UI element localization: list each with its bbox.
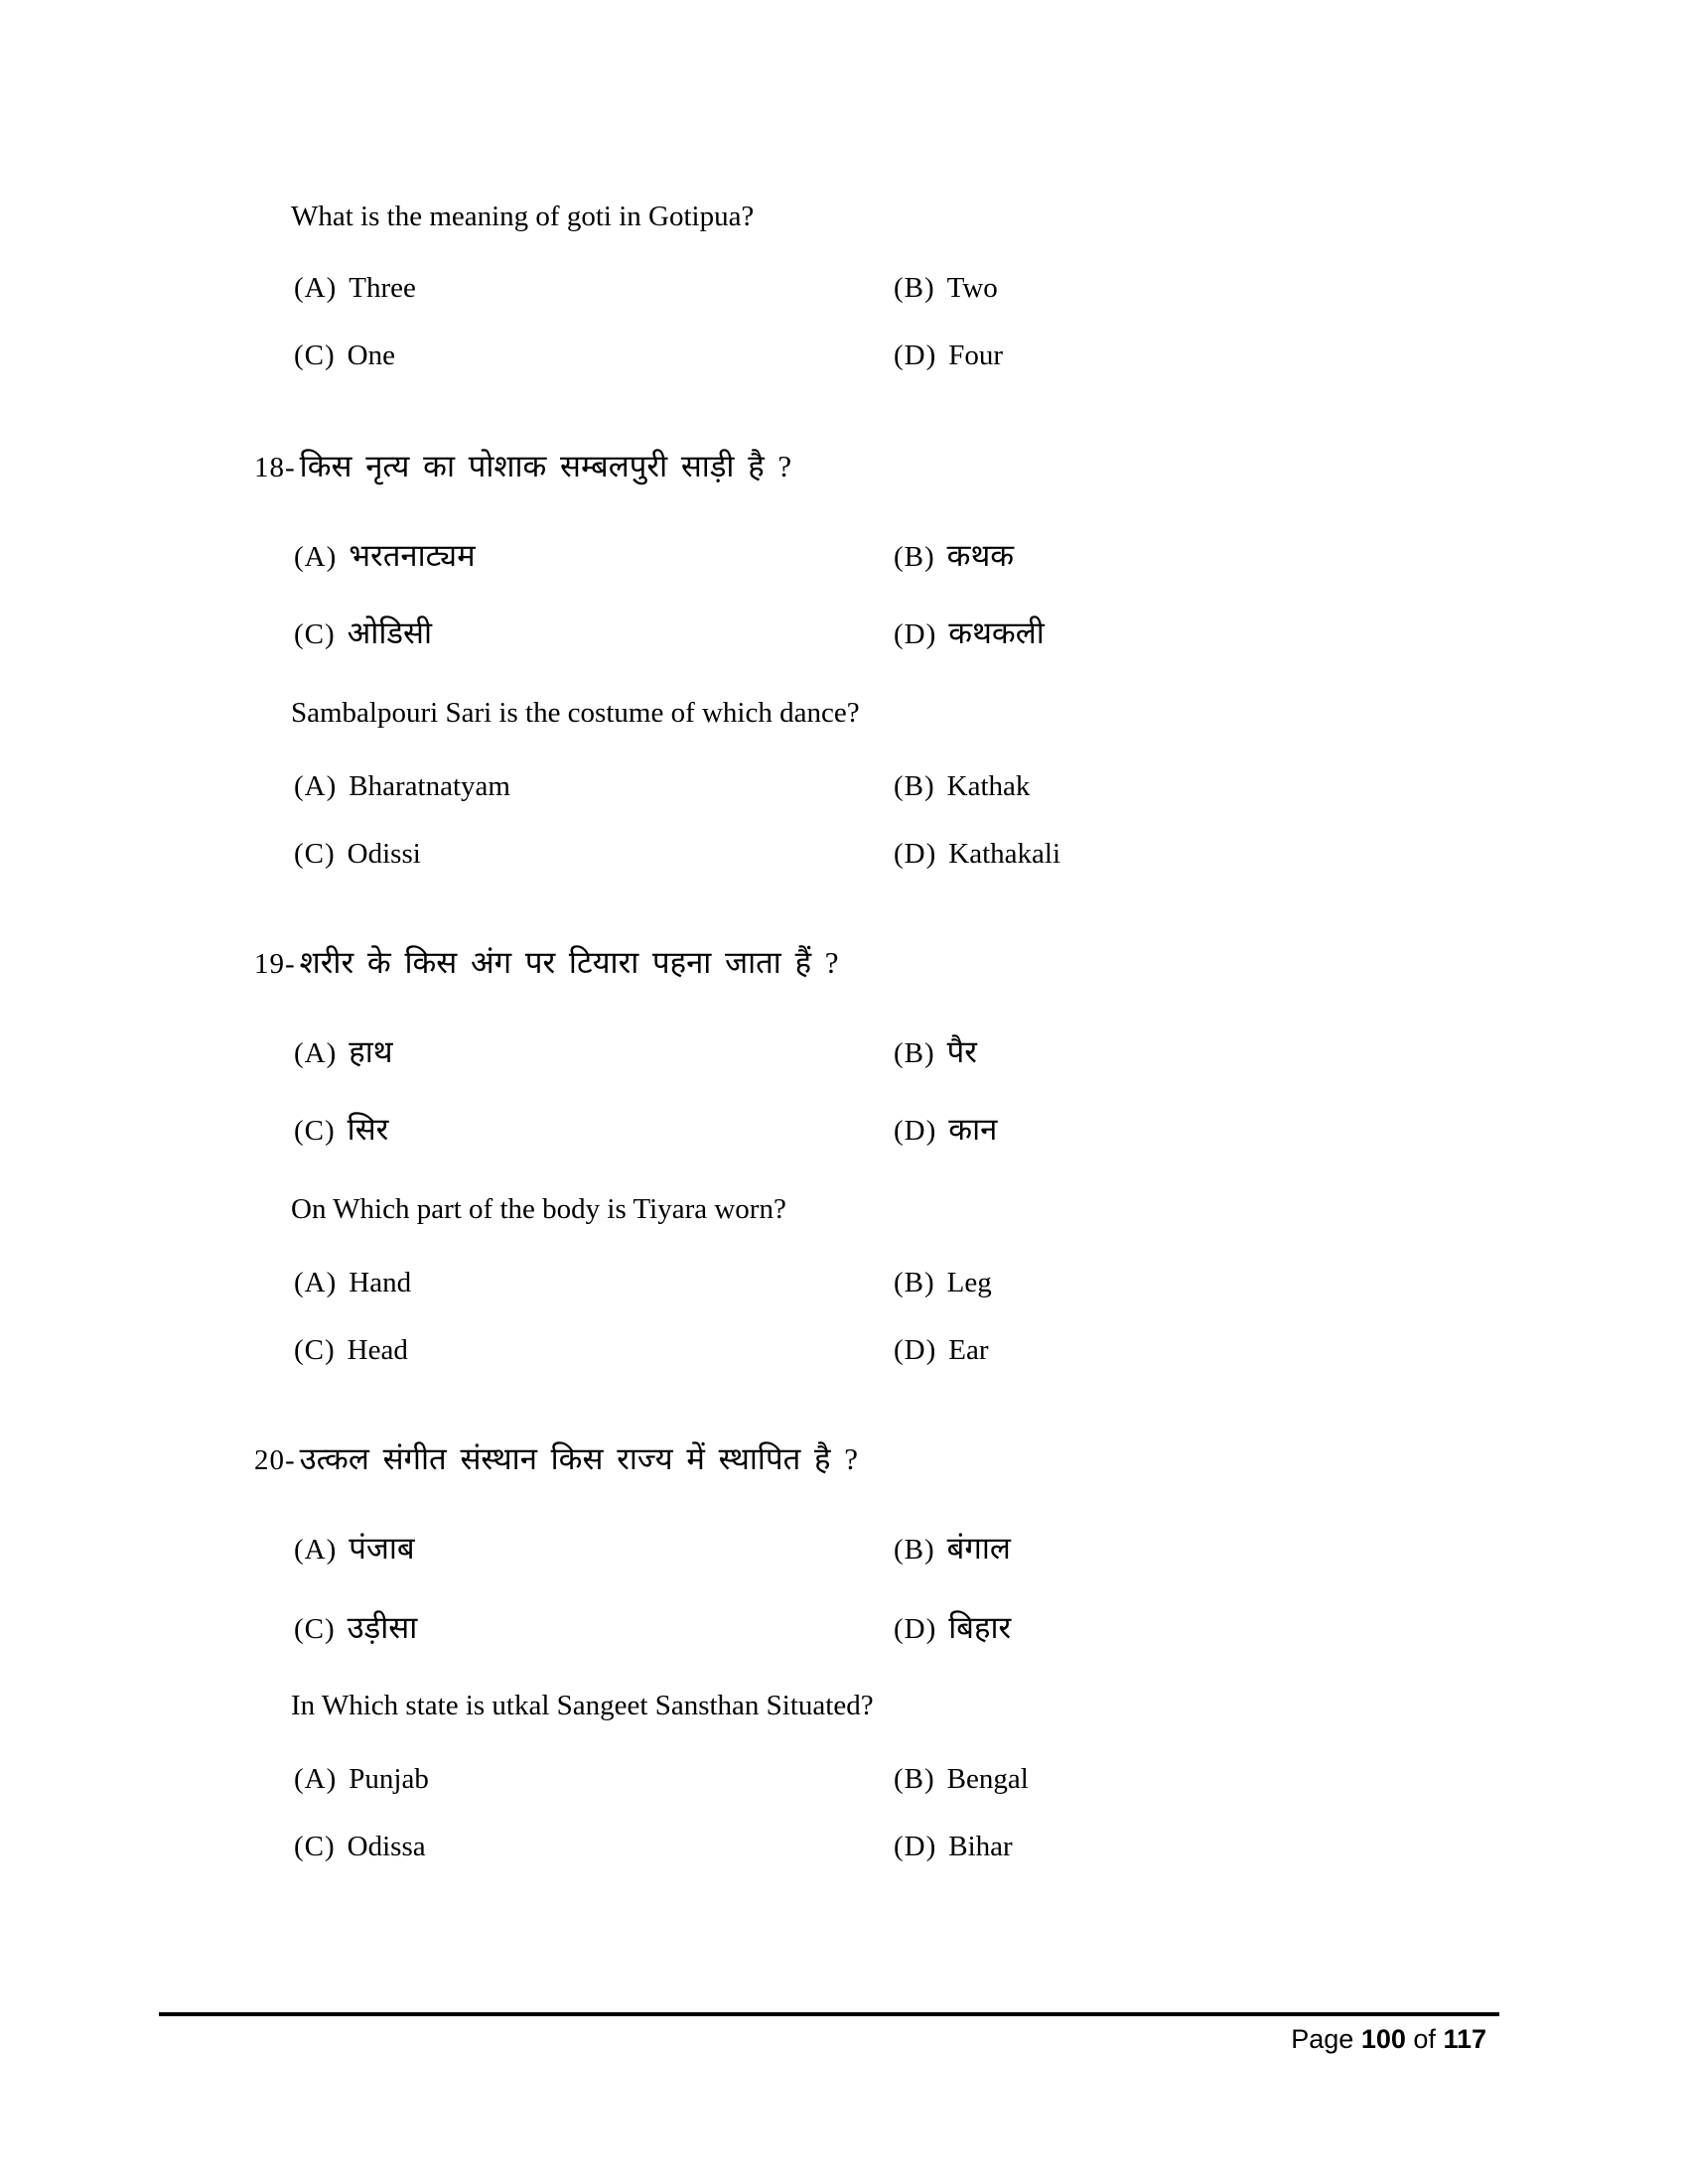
option-c bbox=[294, 836, 894, 876]
option-label: (C) bbox=[294, 340, 336, 371]
option-d bbox=[894, 615, 1045, 655]
option-text: सिर bbox=[347, 1112, 389, 1147]
option-d bbox=[894, 338, 1003, 377]
option-text: कथक bbox=[946, 538, 1015, 573]
question-number: 20- bbox=[254, 1444, 296, 1476]
option-label: (D) bbox=[894, 1334, 937, 1366]
option-label: (B) bbox=[894, 1534, 935, 1566]
option-text: Ear bbox=[948, 1334, 989, 1366]
option-d bbox=[894, 1610, 1011, 1650]
options-row bbox=[294, 1332, 1495, 1372]
options-row bbox=[294, 1610, 1495, 1650]
page-number: 100 bbox=[1360, 2024, 1406, 2054]
options-row bbox=[294, 836, 1495, 876]
option-label: (A) bbox=[294, 1037, 338, 1069]
option-c bbox=[294, 338, 894, 377]
option-c bbox=[294, 1610, 894, 1650]
options-row bbox=[294, 1265, 1495, 1304]
option-label: (B) bbox=[894, 770, 935, 802]
option-b bbox=[894, 1265, 992, 1304]
option-b bbox=[894, 1761, 1029, 1801]
question-text: शरीर के किस अंग पर टियारा पहना जाता हैं ? bbox=[299, 945, 839, 980]
question-text: किस नृत्य का पोशाक सम्बलपुरी साड़ी है ? bbox=[299, 449, 792, 483]
option-a bbox=[294, 768, 894, 808]
option-text: Bharatnatyam bbox=[349, 770, 510, 802]
option-text: Punjab bbox=[349, 1763, 429, 1795]
option-text: Odissi bbox=[347, 838, 421, 870]
option-label: (A) bbox=[294, 1763, 338, 1795]
options-row bbox=[294, 1531, 1495, 1570]
options-row bbox=[294, 768, 1495, 808]
question-text: In Which state is utkal Sangeet Sansthan Situated? bbox=[291, 1690, 874, 1721]
question-text: What is the meaning of goti in Gotipua? bbox=[291, 201, 755, 232]
option-text: पंजाब bbox=[349, 1531, 415, 1566]
question-text: On Which part of the body is Tiyara worn? bbox=[291, 1193, 786, 1225]
option-text: ओडिसी bbox=[347, 615, 432, 650]
question-number: 19- bbox=[254, 948, 296, 980]
option-b bbox=[894, 538, 1014, 578]
option-text: Three bbox=[349, 272, 416, 304]
option-label: (B) bbox=[894, 272, 935, 304]
option-label: (A) bbox=[294, 1534, 338, 1566]
question-number: 18- bbox=[254, 452, 296, 483]
option-text: Head bbox=[347, 1334, 408, 1366]
options-row bbox=[294, 538, 1495, 578]
option-label: (B) bbox=[894, 541, 935, 573]
option-a bbox=[294, 1761, 894, 1801]
question-line-hi bbox=[254, 1441, 858, 1481]
option-label: (D) bbox=[894, 838, 937, 870]
option-label: (D) bbox=[894, 1613, 937, 1645]
question-text: Sambalpouri Sari is the costume of which dance? bbox=[291, 697, 860, 729]
option-text: उड़ीसा bbox=[347, 1610, 418, 1645]
option-text: Odissa bbox=[347, 1831, 426, 1862]
footer-rule bbox=[159, 2012, 1499, 2016]
option-a bbox=[294, 1034, 894, 1074]
option-b bbox=[894, 1531, 1011, 1570]
option-label: (D) bbox=[894, 618, 937, 650]
option-label: (A) bbox=[294, 541, 338, 573]
page-word: Page bbox=[1291, 2024, 1354, 2054]
option-text: Bengal bbox=[946, 1763, 1029, 1795]
option-text: Four bbox=[948, 340, 1004, 371]
option-d bbox=[894, 836, 1060, 876]
option-c bbox=[294, 615, 894, 655]
page-footer bbox=[1291, 2023, 1486, 2055]
option-text: Hand bbox=[349, 1267, 412, 1298]
option-a bbox=[294, 538, 894, 578]
question-line-hi bbox=[254, 449, 791, 488]
option-label: (A) bbox=[294, 1267, 338, 1298]
option-d bbox=[894, 1829, 1013, 1868]
option-text: बंगाल bbox=[946, 1531, 1011, 1566]
option-label: (C) bbox=[294, 1831, 336, 1862]
option-label: (A) bbox=[294, 770, 338, 802]
options-row bbox=[294, 338, 1495, 377]
option-text: Kathak bbox=[946, 770, 1031, 802]
option-label: (C) bbox=[294, 1334, 336, 1366]
option-b bbox=[894, 270, 998, 310]
option-label: (C) bbox=[294, 1613, 336, 1645]
option-b bbox=[894, 1034, 977, 1074]
question-line-hi bbox=[254, 945, 839, 985]
option-a bbox=[294, 1531, 894, 1570]
option-text: कान bbox=[948, 1112, 998, 1147]
option-label: (C) bbox=[294, 618, 336, 650]
question-line-en bbox=[291, 199, 754, 238]
option-label: (B) bbox=[894, 1763, 935, 1795]
options-row bbox=[294, 1761, 1495, 1801]
option-label: (C) bbox=[294, 838, 336, 870]
option-c bbox=[294, 1829, 894, 1868]
option-text: Leg bbox=[946, 1267, 992, 1298]
option-label: (B) bbox=[894, 1267, 935, 1298]
option-label: (D) bbox=[894, 1115, 937, 1147]
question-text: उत्कल संगीत संस्थान किस राज्य में स्थापित है ? bbox=[299, 1441, 858, 1476]
option-text: हाथ bbox=[349, 1034, 393, 1069]
question-line-en bbox=[291, 1191, 786, 1231]
option-d bbox=[894, 1112, 997, 1152]
options-row bbox=[294, 615, 1495, 655]
options-row bbox=[294, 270, 1495, 310]
options-row bbox=[294, 1034, 1495, 1074]
option-a bbox=[294, 270, 894, 310]
option-text: Two bbox=[946, 272, 998, 304]
option-c bbox=[294, 1332, 894, 1372]
option-a bbox=[294, 1265, 894, 1304]
options-row bbox=[294, 1112, 1495, 1152]
option-label: (D) bbox=[894, 1831, 937, 1862]
option-text: Bihar bbox=[948, 1831, 1013, 1862]
option-label: (C) bbox=[294, 1115, 336, 1147]
option-label: (D) bbox=[894, 340, 937, 371]
option-text: भरतनाट्यम bbox=[349, 538, 476, 573]
of-word: of bbox=[1413, 2024, 1436, 2054]
option-text: One bbox=[347, 340, 395, 371]
options-row bbox=[294, 1829, 1495, 1868]
option-text: कथकली bbox=[948, 615, 1045, 650]
option-text: Kathakali bbox=[948, 838, 1060, 870]
option-d bbox=[894, 1332, 989, 1372]
option-label: (B) bbox=[894, 1037, 935, 1069]
question-line-en bbox=[291, 695, 860, 735]
question-line-en bbox=[291, 1688, 874, 1727]
option-label: (A) bbox=[294, 272, 338, 304]
option-c bbox=[294, 1112, 894, 1152]
total-pages: 117 bbox=[1443, 2024, 1486, 2054]
option-b bbox=[894, 768, 1030, 808]
option-text: बिहार bbox=[948, 1610, 1012, 1645]
option-text: पैर bbox=[946, 1034, 977, 1069]
